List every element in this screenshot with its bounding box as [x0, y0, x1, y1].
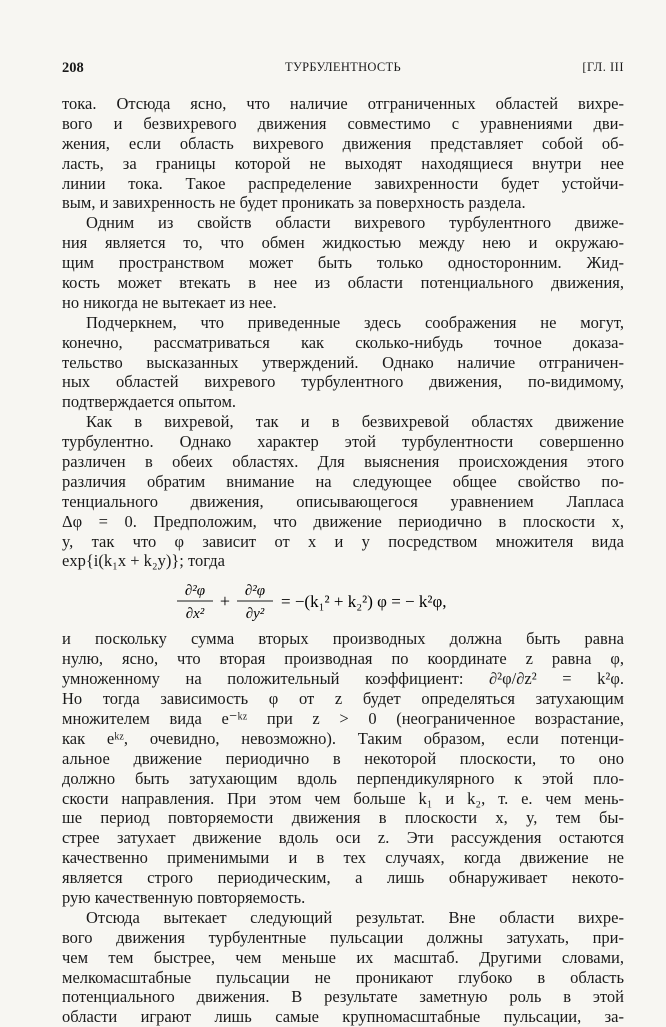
text-line: Подчеркнем, что приведенные здесь соображения не могут,	[86, 312, 624, 332]
text-line: ных областей вихревого турбулентного движения, по-видимому,	[62, 372, 624, 392]
formula-term2-denominator: ∂y²	[245, 606, 265, 623]
text-line: Отсюда вытекает следующий результат. Вне области вихре-	[86, 907, 624, 927]
text-line: чем тем быстрее, чем меньше их масштаб. Другими словами,	[62, 947, 624, 967]
text-line: Но тогда зависимость φ от z будет определяться затухающим	[62, 689, 624, 709]
text-line: Δφ = 0. Предположим, что движение периодично в плоскости x,	[62, 511, 624, 531]
text-line: тока. Отсюда ясно, что наличие отграниченных областей вихре-	[62, 94, 624, 113]
text-line: умноженному на положительный коэффициент: ∂²φ/∂z² = k²φ.	[62, 669, 624, 689]
formula-svg	[173, 579, 513, 625]
text-line: различия обратим внимание на следующее общее свойство по-	[62, 471, 624, 491]
text-line: альное движение периодично в некоторой плоскости, то оно	[62, 748, 624, 768]
text-line: области играют лишь самые крупномасштабные пульсации, за-	[62, 1007, 624, 1027]
text-line: жения, если область вихревого движения представляет собой об-	[62, 133, 624, 153]
page-number: 208	[62, 60, 84, 76]
formula-term2-numerator: ∂²φ	[244, 583, 266, 600]
formula-term1-denominator: ∂x²	[185, 606, 205, 623]
text-line: вого и безвихревого движения совместимо с уравнениями дви-	[62, 113, 624, 133]
text-line: вого движения турбулентные пульсации должны затухать, при-	[62, 927, 624, 947]
text-line: линии тока. Такое распределение завихренности будет устойчи-	[62, 173, 624, 193]
text-line: но никогда не вытекает из нее.	[62, 292, 277, 312]
text-block-after-formula	[62, 629, 624, 1027]
text-line: exp{i(k₁x + k₂y)}; тогда	[62, 551, 225, 571]
text-line: ше период повторяемости движения в плоскости x, y, тем бы-	[62, 808, 624, 828]
running-title: ТУРБУЛЕНТНОСТЬ	[285, 60, 401, 74]
text-line: щим пространством может быть только односторонним. Жид-	[62, 253, 624, 273]
text-line: турбулентно. Однако характер этой турбулентности совершенно	[62, 432, 624, 452]
text-line: тельство высказанных утверждений. Однако наличие отграничен-	[62, 352, 624, 372]
text-line: стрее затухает движение вдоль оси z. Эти рассуждения остаются	[62, 828, 624, 848]
formula-term1-numerator: ∂²φ	[184, 583, 206, 600]
text-line: y, так что φ зависит от x и y посредством множителя вида	[62, 531, 624, 551]
text-line: Как в вихревой, так и в безвихревой областях движение	[86, 412, 624, 432]
text-line: качественно применимыми и в тех случаях, когда движение не	[62, 848, 624, 868]
text-line: вым, и завихренность не будет проникать за поверхность раздела.	[62, 193, 526, 213]
text-line: скости направления. При этом чем больше k₁ и k₂, т. е. чем мень-	[62, 788, 624, 808]
text-line: и поскольку сумма вторых производных должна быть равна	[62, 629, 624, 649]
chapter-label: [ГЛ. III	[582, 60, 624, 74]
page-body	[62, 94, 624, 1027]
text-line: тенциального движения, описывающегося уравнением Лапласа	[62, 491, 624, 511]
formula-plus: +	[219, 591, 231, 612]
text-line: Одним из свойств области вихревого турбулентного движе-	[86, 213, 624, 233]
text-line: мелкомасштабные пульсации не проникают глубоко в область	[62, 967, 624, 987]
formula-rhs: = −(k₁² + k₂²) φ = − k²φ,	[281, 592, 447, 612]
text-line: подтверждается опытом.	[62, 392, 237, 412]
text-line: нулю, ясно, что вторая производная по координате z равна φ,	[62, 649, 624, 669]
text-line: потенциального движения. В результате заметную роль в этой	[62, 987, 624, 1007]
text-line: является строго периодическим, а лишь обнаруживает некото-	[62, 868, 624, 888]
text-line: должно быть затухающим вдоль перпендикулярного к этой пло-	[62, 768, 624, 788]
text-line: ния является то, что обмен жидкостью между нею и окружаю-	[62, 233, 624, 253]
text-line: ласть, за границы которой не выходят находящиеся внутри нее	[62, 153, 624, 173]
text-line: множителем вида e⁻ᵏᶻ при z > 0 (неограниченное возрастание,	[62, 708, 624, 728]
text-line: различен в обеих областях. Для выяснения происхождения этого	[62, 452, 624, 472]
text-line: как eᵏᶻ, очевидно, невозможно). Таким образом, если потенци-	[62, 728, 624, 748]
running-header	[62, 60, 624, 82]
text-block-before-formula	[62, 94, 624, 571]
formula	[62, 571, 624, 629]
text-line: рую качественную повторяемость.	[62, 887, 306, 907]
text-line: кость может втекать в нее из области потенциального движения,	[62, 273, 624, 293]
text-line: конечно, рассматриваться как сколько-нибудь точное доказа-	[62, 332, 624, 352]
